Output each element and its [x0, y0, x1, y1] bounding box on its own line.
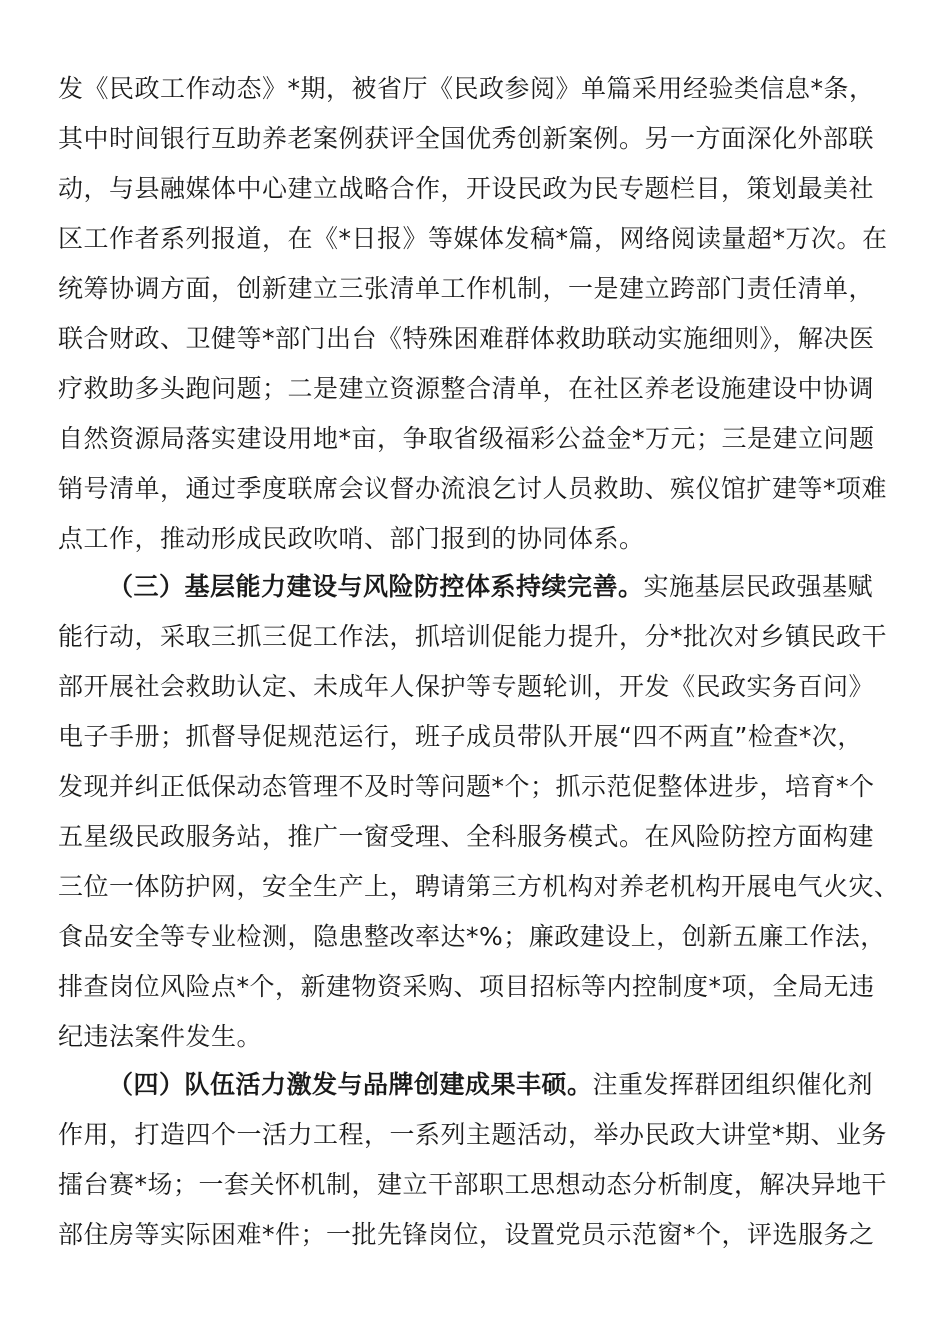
text-line: 发《民政工作动态》*期，被省厅《民政参阅》单篇采用经验类信息*条， — [58, 74, 875, 103]
text-line: 点工作，推动形成民政吹哨、部门报到的协同体系。 — [58, 524, 645, 553]
text-line: 统筹协调方面，创新建立三张清单工作机制，一是建立跨部门责任清单， — [58, 274, 875, 303]
section-4-lead: 注重发挥群团组织催化剂 — [592, 1070, 874, 1099]
section-3-first-line — [108, 562, 873, 612]
text-line: 发现并纠正低保动态管理不及时等问题*个；抓示范促整体进步，培育*个 — [58, 772, 875, 801]
text-line: 作用，打造四个一活力工程，一系列主题活动，举办民政大讲堂*期、业务 — [58, 1120, 888, 1149]
text-line: 三位一体防护网，安全生产上，聘请第三方机构对养老机构开展电气火灾、 — [58, 872, 900, 901]
text-line: 电子手册；抓督导促规范运行，班子成员带队开展“四不两直”检查*次， — [58, 722, 863, 751]
section-3-heading: （三）基层能力建设与风险防控体系持续完善。 — [108, 572, 644, 601]
text-line: 排查岗位风险点*个，新建物资采购、项目招标等内控制度*项，全局无违 — [58, 972, 875, 1001]
text-line: 其中时间银行互助养老案例获评全国优秀创新案例。另一方面深化外部联 — [58, 124, 875, 153]
text-line: 联合财政、卫健等*部门出台《特殊困难群体救助联动实施细则》，解决医 — [58, 324, 875, 353]
text-line: 区工作者系列报道，在《*日报》等媒体发稿*篇，网络阅读量超*万次。在 — [58, 224, 888, 253]
text-line: 销号清单，通过季度联席会议督办流浪乞讨人员救助、殡仪馆扩建等*项难 — [58, 474, 888, 503]
text-line: 疗救助多头跑问题；二是建立资源整合清单，在社区养老设施建设中协调 — [58, 374, 875, 403]
section-3-lead: 实施基层民政强基赋 — [643, 572, 874, 601]
section-4-heading: （四）队伍活力激发与品牌创建成果丰硕。 — [108, 1070, 593, 1099]
text-line: 部开展社会救助认定、未成年人保护等专题轮训，开发《民政实务百问》 — [58, 672, 875, 701]
text-line: 擂台赛*场；一套关怀机制，建立干部职工思想动态分析制度，解决异地干 — [58, 1170, 888, 1199]
section-4-first-line — [108, 1060, 873, 1110]
text-line: 五星级民政服务站，推广一窗受理、全科服务模式。在风险防控方面构建 — [58, 822, 875, 851]
text-line: 自然资源局落实建设用地*亩，争取省级福彩公益金*万元；三是建立问题 — [58, 424, 875, 453]
text-line: 动，与县融媒体中心建立战略合作，开设民政为民专题栏目，策划最美社 — [58, 174, 875, 203]
text-line: 能行动，采取三抓三促工作法，抓培训促能力提升，分*批次对乡镇民政干 — [58, 622, 888, 651]
text-line: 纪违法案件发生。 — [58, 1022, 263, 1051]
text-line: 部住房等实际困难*件；一批先锋岗位，设置党员示范窗*个，评选服务之 — [58, 1220, 875, 1249]
text-line: 食品安全等专业检测，隐患整改率达*%；廉政建设上，创新五廉工作法， — [58, 922, 886, 951]
